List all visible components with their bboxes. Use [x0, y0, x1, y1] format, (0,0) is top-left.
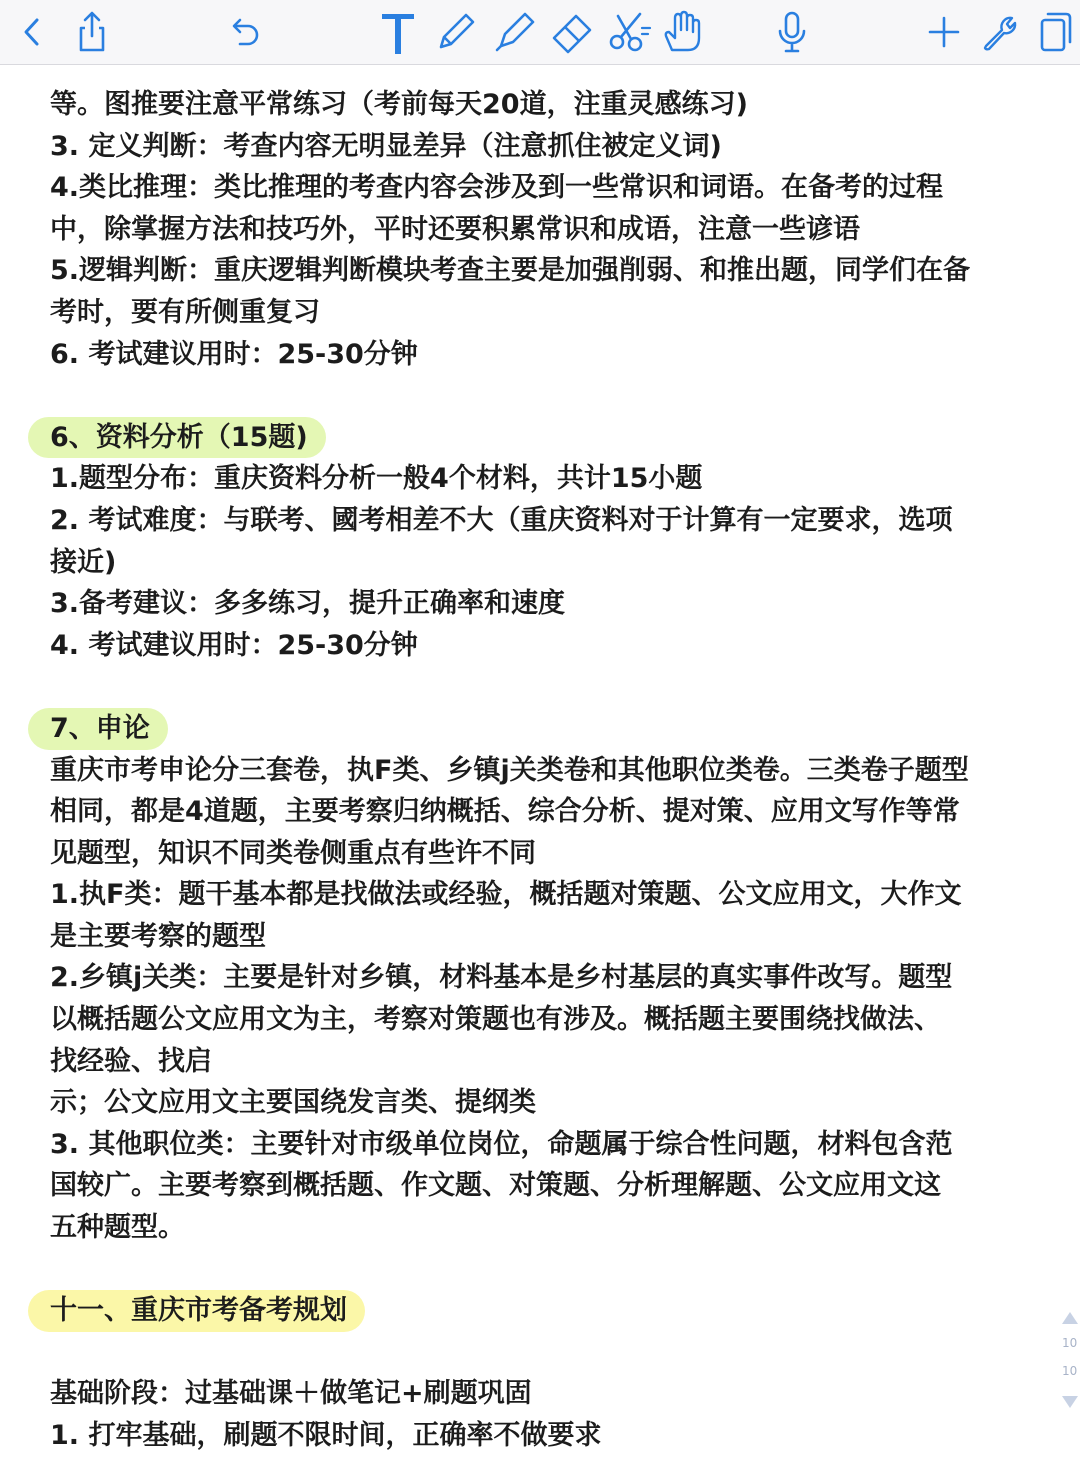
text-line: 1.题型分布：重庆资料分析一般4个材料，共计15小题: [50, 463, 703, 495]
page-number: 10: [1062, 1336, 1078, 1350]
text-line: 考时，要有所侧重复习: [50, 296, 320, 328]
text-line: 五种题型。: [50, 1212, 185, 1244]
text-line: 见题型，知识不同类卷侧重点有些许不同: [50, 837, 536, 869]
blank-line: [50, 1332, 1050, 1374]
hand-icon[interactable]: [656, 6, 708, 58]
text-line: 国较广。主要考察到概括题、作文题、对策题、分析理解题、公文应用文这: [50, 1170, 941, 1202]
text-line: 示；公文应用文主要国绕发言类、提纲类: [50, 1087, 536, 1119]
section-heading-study-plan: 十一、重庆市考备考规划: [28, 1290, 365, 1332]
section-heading-data-analysis: 6、资料分析（15题): [28, 417, 326, 459]
microphone-icon[interactable]: [766, 6, 818, 58]
text-line: 4. 考试建议用时：25-30分钟: [50, 629, 418, 661]
page-scroll-indicator[interactable]: [1060, 1312, 1080, 1412]
text-line: 2. 考试难度：与联考、國考相差不大（重庆资料对于计算有一定要求，选项: [50, 504, 953, 536]
text-line: 以概括题公文应用文为主，考察对策题也有涉及。概括题主要围绕找做法、: [50, 1004, 941, 1036]
text-line: 接近): [50, 546, 117, 578]
scroll-up-icon[interactable]: [1062, 1312, 1078, 1324]
note-content: [50, 84, 1050, 1457]
text-line: 5.逻辑判断：重庆逻辑判断模块考查主要是加强削弱、和推出题，同学们在备: [50, 255, 971, 287]
back-icon[interactable]: [4, 6, 56, 58]
highlighter-icon[interactable]: [488, 6, 540, 58]
text-line: 是主要考察的题型: [50, 920, 266, 952]
scissors-icon[interactable]: [602, 6, 654, 58]
text-line: 相同，都是4道题，主要考察归纳概括、综合分析、提对策、应用文写作等常: [50, 796, 960, 828]
section-heading-essay: 7、申论: [28, 708, 168, 750]
wrench-icon[interactable]: [974, 6, 1026, 58]
text-line: 基础阶段：过基础课＋做笔记+刷题巩固: [50, 1378, 532, 1410]
text-line: 6. 考试建议用时：25-30分钟: [50, 338, 418, 370]
text-line: 3. 定义判断：考查内容无明显差异（注意抓住被定义词): [50, 130, 722, 162]
text-line: 1.执F类：题干基本都是找做法或经验，概括题对策题、公文应用文，大作文: [50, 879, 962, 911]
text-line: 2.乡镇j关类：主要是针对乡镇，材料基本是乡村基层的真实事件改写。题型: [50, 962, 953, 994]
blank-line: [50, 1249, 1050, 1291]
page-number: 10: [1062, 1364, 1078, 1378]
app-toolbar: [0, 0, 1080, 65]
blank-line: [50, 666, 1050, 708]
pen-icon[interactable]: [430, 6, 482, 58]
text-line: 等。图推要注意平常练习（考前每天20道，注重灵感练习): [50, 89, 748, 120]
text-line: 找经验、找启: [50, 1045, 212, 1077]
text-line: 4.类比推理：类比推理的考查内容会涉及到一些常识和词语。在备考的过程: [50, 172, 944, 204]
add-icon[interactable]: [918, 6, 970, 58]
text-line: 中，除掌握方法和技巧外，平时还要积累常识和成语，注意一些谚语: [50, 213, 860, 245]
text-line: 3.备考建议：多多练习，提升正确率和速度: [50, 588, 566, 620]
scroll-down-icon[interactable]: [1062, 1396, 1078, 1408]
pages-icon[interactable]: [1030, 6, 1080, 58]
blank-line: [50, 375, 1050, 417]
text-line: 1. 打牢基础，刷题不限时间，正确率不做要求: [50, 1420, 602, 1451]
undo-icon[interactable]: [218, 6, 270, 58]
eraser-icon[interactable]: [546, 6, 598, 58]
text-line: 3. 其他职位类：主要针对市级单位岗位，命题属于综合性问题，材料包含范: [50, 1128, 953, 1160]
share-icon[interactable]: [66, 6, 118, 58]
text-line: 重庆市考申论分三套卷，执F类、乡镇j关类卷和其他职位类卷。三类卷子题型: [50, 754, 969, 786]
text-tool-icon[interactable]: [372, 6, 424, 58]
